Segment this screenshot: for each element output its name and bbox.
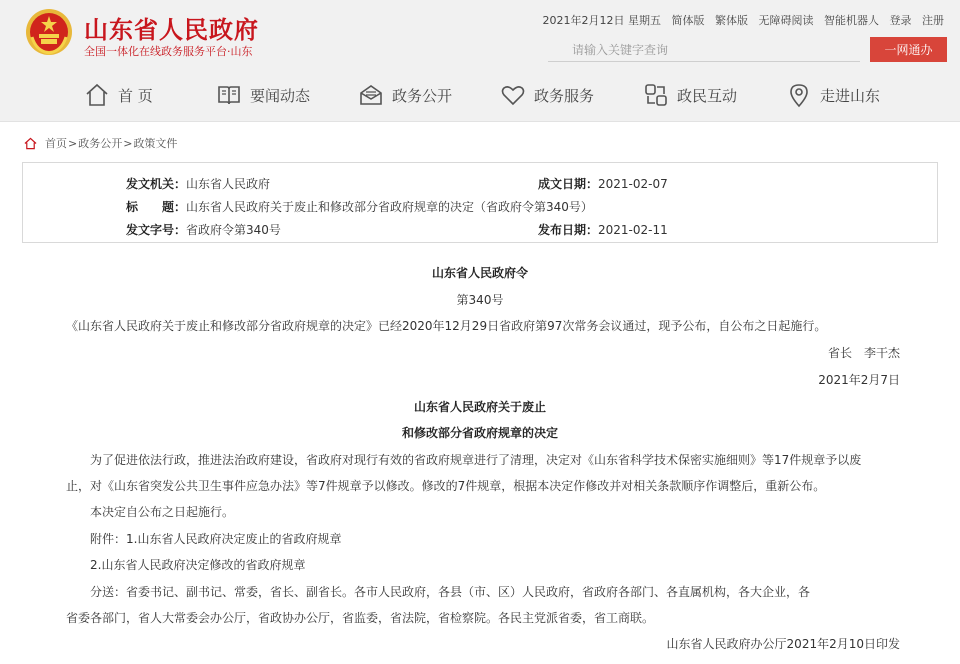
link-icon: [643, 82, 669, 108]
meta-issuer-key: 发文机关：: [126, 177, 187, 191]
attachment-1: 附件：1.山东省人民政府决定废止的省政府规章: [90, 532, 342, 546]
meta-docno-value: 省政府令第340号: [186, 223, 281, 237]
current-date: 2021年2月12日 星期五: [542, 14, 661, 27]
nav-item-about-shandong[interactable]: [786, 81, 880, 109]
one-stop-service-button[interactable]: 一网通办: [870, 37, 947, 62]
mail-open-icon: [358, 82, 384, 108]
national-emblem-icon: [24, 7, 74, 57]
main-nav: [0, 68, 960, 122]
breadcrumb-separator: >: [123, 136, 133, 150]
document-meta-box: [22, 162, 938, 243]
attachment-2: 2.山东省人民政府决定修改的省政府规章: [90, 558, 306, 572]
nav-item-interaction[interactable]: [643, 81, 737, 109]
breadcrumb: [24, 135, 177, 151]
meta-issuer-value: 山东省人民政府: [186, 177, 271, 191]
nav-item-home[interactable]: [84, 81, 153, 109]
sign-date: 2021年2月7日: [818, 373, 900, 387]
site-header: [0, 0, 960, 68]
link-login[interactable]: 登录: [889, 14, 912, 27]
home-icon: [24, 137, 37, 150]
nav-item-services[interactable]: [500, 81, 594, 109]
paragraph-1-line1: 为了促进依法行政，推进法治政府建设，省政府对现行有效的省政府规章进行了清理，决定对《山东省科学技术保密实施细则》等17件规章予以废: [90, 453, 862, 467]
decision-title-line1: 山东省人民政府关于废止: [413, 400, 546, 414]
nav-label: 政民互动: [677, 86, 738, 105]
home-icon: [84, 82, 110, 108]
meta-doc-number: [126, 221, 281, 238]
order-title: 山东省人民政府令: [431, 266, 528, 280]
signer: 省长 李干杰: [827, 346, 900, 360]
meta-title: [126, 198, 593, 215]
nav-label: 走进山东: [820, 86, 881, 105]
link-robot[interactable]: 智能机器人: [824, 14, 879, 27]
top-links: [536, 12, 945, 28]
meta-issuer: [126, 175, 270, 192]
issuing-footer: 山东省人民政府办公厅2021年2月10日印发: [666, 637, 900, 651]
meta-published-date: [538, 221, 668, 238]
nav-label: 政务公开: [392, 86, 453, 105]
nav-label: 政务服务: [534, 86, 595, 105]
meta-published-value: 2021-02-11: [598, 223, 668, 237]
distribution-line2: 省委各部门，省人大常委会办公厅，省政协办公厅，省监委，省法院，省检察院。各民主党派省委，省工商联。: [66, 611, 655, 625]
meta-published-key: 发布日期：: [538, 223, 599, 237]
link-register[interactable]: 注册: [922, 14, 944, 27]
breadcrumb-item-open-gov[interactable]: 政务公开: [78, 137, 123, 150]
search-input[interactable]: [548, 38, 860, 62]
intro-paragraph: 《山东省人民政府关于废止和修改部分省政府规章的决定》已经2020年12月29日省政府第97次常务会议通过，现予公布，自公布之日起施行。: [66, 319, 827, 333]
meta-created-key: 成文日期：: [538, 177, 599, 191]
paragraph-1-line2: 止，对《山东省突发公共卫生事件应急办法》等7件规章予以修改。修改的7件规章，根据本决定作修改并对相关条款顺序作调整后，重新公布。: [66, 479, 826, 493]
site-title[interactable]: 山东省人民政府: [84, 16, 259, 44]
distribution-line1: 分送：省委书记、副书记、常委，省长、副省长。各市人民政府，各县（市、区）人民政府，省政府各部门、各直属机构，各大企业，各: [90, 585, 811, 599]
paragraph-2: 本决定自公布之日起施行。: [90, 505, 235, 519]
heart-icon: [500, 82, 526, 108]
decision-title-line2: 和修改部分省政府规章的决定: [401, 426, 558, 440]
location-pin-icon: [786, 82, 812, 108]
meta-title-value: 山东省人民政府关于废止和修改部分省政府规章的决定（省政府令第340号）: [186, 200, 593, 214]
link-simplified[interactable]: 简体版: [671, 14, 705, 27]
nav-item-open-gov[interactable]: [358, 81, 452, 109]
nav-label: 要闻动态: [250, 86, 311, 105]
meta-docno-key: 发文字号：: [126, 223, 187, 237]
breadcrumb-item-home[interactable]: 首页: [45, 137, 67, 150]
site-subtitle: 全国一体化在线政务服务平台·山东: [84, 45, 253, 58]
breadcrumb-separator: >: [68, 136, 78, 150]
nav-label: 首 页: [118, 86, 153, 105]
book-icon: [216, 82, 242, 108]
nav-item-news[interactable]: [216, 81, 310, 109]
meta-created-value: 2021-02-07: [598, 177, 668, 191]
breadcrumb-item-policy[interactable]: 政策文件: [133, 137, 178, 150]
link-traditional[interactable]: 繁体版: [715, 14, 748, 27]
order-number: 第340号: [456, 293, 504, 307]
meta-title-key: 标 题：: [126, 200, 187, 214]
meta-created-date: [538, 175, 668, 192]
link-accessible[interactable]: 无障碍阅读: [758, 14, 814, 27]
